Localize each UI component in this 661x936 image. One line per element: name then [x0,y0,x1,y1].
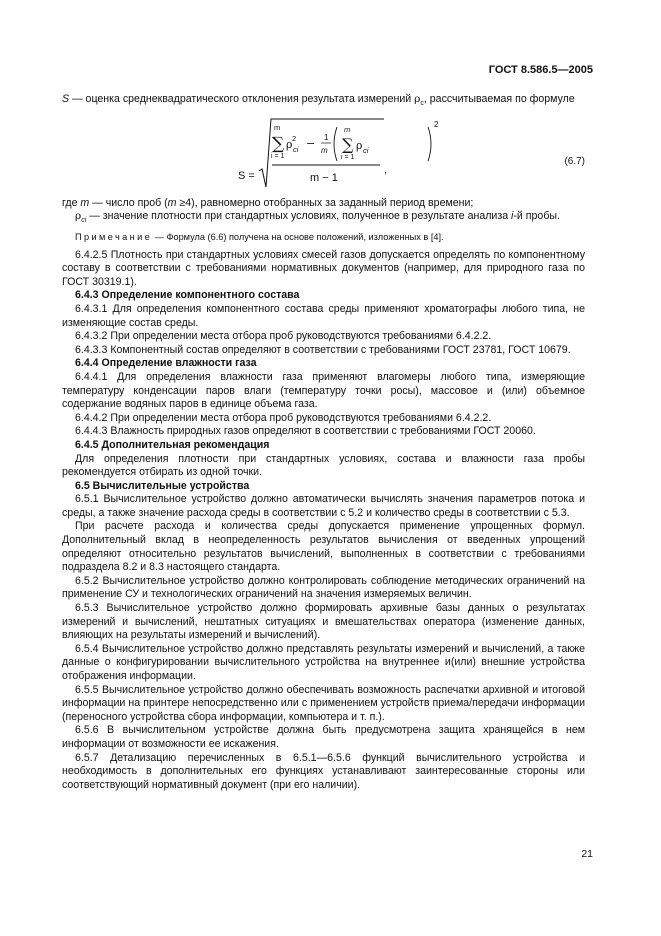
where-line-2: $\rho_{ci}$ — значение плотности при стандартных условиях, полученное в результате анализа i-й пробы. [75,210,560,225]
formula-6-7 [62,113,585,193]
sum2-bottom: i = 1 [341,153,355,161]
minus-1: − [306,136,316,150]
para-6-5-4: 6.5.4 Вычислительное устройство должно представлять результаты измерений и вычислений, а также данные о конфигурировании вычислительного устройства на внутреннее и(или) внешние устройства отображения информации. [62,642,585,682]
para-6-4-3-2: 6.4.3.2 При определении места отбора проб руководствуются требованиями 6.4.2.2. [75,330,492,343]
para-6-4-4-2: 6.4.4.2 При определении места отбора проб руководствуются требованиями 6.4.2.2. [75,411,492,424]
sum1-top: m [274,122,281,132]
para-6-4-3-1: 6.4.3.1 Для определения компонентного состава среды применяют хроматографы любого типа, не изменяющие состав среды. [62,302,585,329]
frac-m: m [321,145,328,155]
heading-6-4-4: 6.4.4 Определение влажности газа [75,357,257,370]
formula-comma: , [384,163,388,176]
para-6-4-2-5: 6.4.2.5 Плотность при стандартных условиях смесей газов допускается определять по компонентному составу в соответствии с требованиями нормативных документов (например, для природного газа по ГОСТ 30319.1). [62,248,585,288]
para-6-4-5: Для определения плотности при стандартных условиях, состава и влажности газа пробы рекомендуется отбирать из одной точки. [62,452,585,479]
para-6-5-1: 6.5.1 Вычислительное устройство должно автоматически вычислять значения параметров потока и среды, а также значение расхода среды в соответствии с 5.2 и количество среды в соответствии с 5.3. [62,493,585,519]
sum1-bottom: i = 1 [271,152,285,160]
page-content [62,93,585,792]
where-line-1: где m — число проб (m ≥4), равномерно отобранных за заданный период времени; [62,196,474,209]
para-6-4-4-3: 6.4.4.3 Влажность природных газов определяют в соответствии с требованиями ГОСТ 20060. [75,425,536,438]
para-6-5-5: 6.5.5 Вычислительное устройство должно обеспечивать возможность распечатки архивной и итоговой информации на принтере непосредственно или с применением устройств приема/передачи информации (переносного устройства сбора информации, компьютера и т. п.). [62,683,585,723]
para-6-4-3-3: 6.4.3.3 Компонентный состав определяют в соответствии с требованиями ГОСТ 23781, ГОСТ 10679. [75,343,571,356]
s-definition: S — оценка среднеквадратического отклонения результата измерений $\rho_c$, рассчитываемая по формуле [62,93,575,108]
square-1: 2 [292,133,297,143]
sigma-1: ∑ [272,133,285,154]
sigma-2: ∑ [342,134,354,154]
document-id: ГОСТ 8.586.5—2005 [488,64,593,76]
frac-one: 1 [324,132,329,142]
para-6-4-4-1: 6.4.4.1 Для определения влажности газа применяют влагомеры любого типа, измеряющие температуру конденсации паров влаги (температуру точки росы), массовое и (или) объемное содержание водяных паров в единице объема газа. [62,370,585,411]
para-6-5-2: 6.5.2 Вычислительное устройство должно контролировать соблюдение методических ограничений на применение СУ и технологических ограничений на значения измеряемых величин. [62,574,585,601]
rho-sub-1: ci [293,144,299,154]
formula-note: Примечание — Формула (6.6) получена на основе положений, изложенных в [4]. [75,232,444,242]
denominator: m − 1 [310,171,338,184]
rho-1: ρ [286,137,293,151]
square-2: 2 [434,119,439,129]
heading-6-4-3: 6.4.3 Определение компонентного состава [75,289,300,302]
sum2-top: m [344,124,351,134]
formula-graphic [62,113,585,193]
formula-lhs: S = [238,169,255,182]
formula-number: (6.7) [564,155,585,167]
para-6-5-6: 6.5.6 В вычислительном устройстве должна быть предусмотрена защита хранящейся в нем информации от возможности ее искажения. [62,724,585,750]
para-6-5-3: 6.5.3 Вычислительное устройство должно формировать архивные базы данных о результатах измерений и вычислений, нештатных ситуациях и вмешательствах оператора (изменение данных, влияющих на результаты измерений и вычислений). [62,602,585,642]
page-number: 21 [581,848,593,860]
heading-6-4-5: 6.4.5 Дополнительная рекомендация [75,438,270,451]
para-6-5-1-b: При расчете расхода и количества среды допускается применение упрощенных формул. Дополнительный вклад в неопределенность результатов вычисления от введенных упрощений определяют относительно результатов вычислений, выполненных в соответствии с требованиями подраздела 8.2 и 8.3 настоящего стандарта. [62,520,585,574]
heading-6-5: 6.5 Вычислительные устройства [75,479,250,492]
rho-2: ρ [356,138,363,152]
rho-sub-2: ci [363,145,369,155]
para-6-5-7: 6.5.7 Детализацию перечисленных в 6.5.1—6.5.6 функций вычислительного устройства и необходимость в дополнительных его функциях устанавливают заинтересованные стороны или соответствующий нормативный документ (при его наличии). [62,751,585,791]
